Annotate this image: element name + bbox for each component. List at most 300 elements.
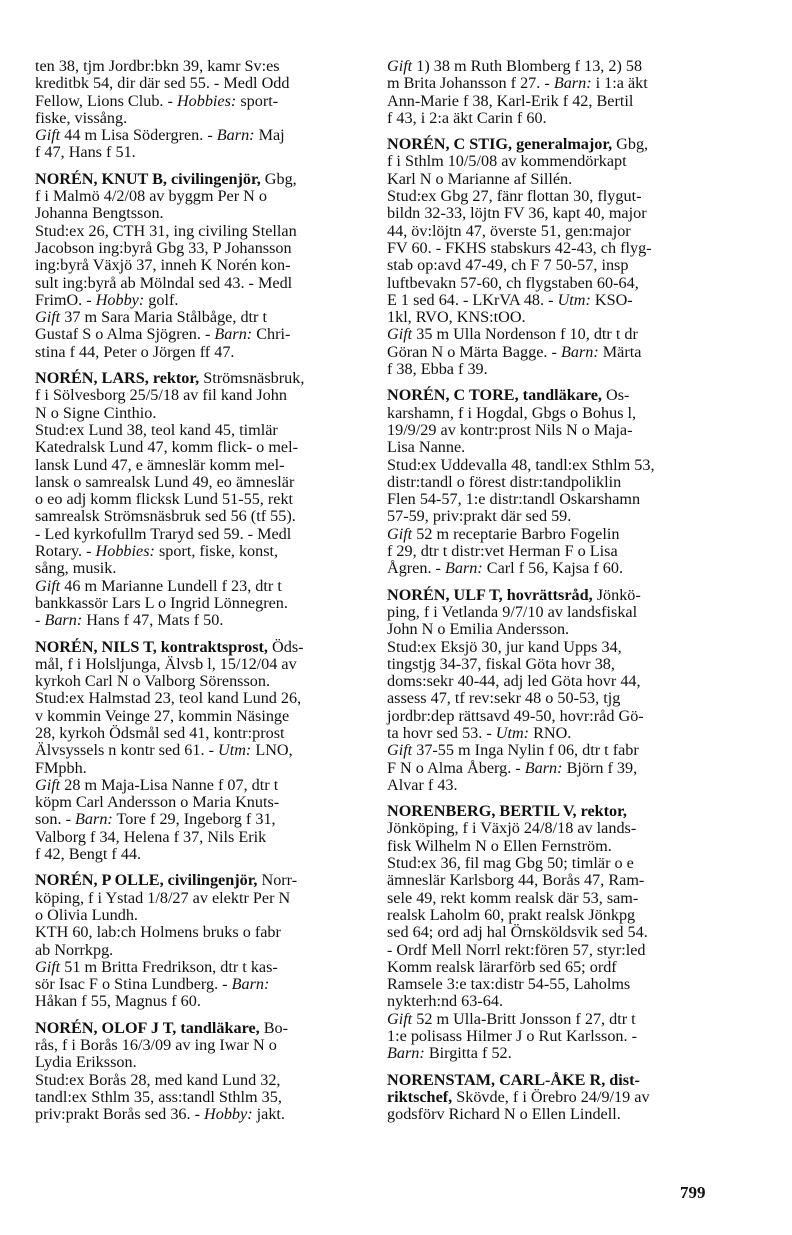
- field-label: Barn:: [75, 810, 113, 829]
- entry-line: [35, 58, 362, 75]
- entry-line: [387, 309, 714, 326]
- field-label: Gift: [387, 741, 413, 760]
- entry-heading-text: NORÉN, P OLLE, civilingenjör,: [35, 871, 258, 890]
- entry-line: [387, 188, 714, 205]
- entry-line: [387, 1089, 714, 1106]
- entry-line: [387, 907, 714, 924]
- entry-line: [35, 811, 362, 828]
- entry-line: [35, 794, 362, 811]
- entry-line: [35, 1089, 362, 1106]
- entry-heading-text: NORÉN, KNUT B, civilingenjör,: [35, 169, 261, 188]
- entry-text: nykterh:nd 63-64.: [387, 992, 503, 1011]
- entry-text: Maj: [254, 126, 285, 145]
- entry-line: [35, 127, 362, 144]
- entry-text: Bo-: [259, 1018, 289, 1037]
- entry-text: ta hovr sed 53. -: [387, 723, 496, 742]
- entry-text: RNO.: [529, 723, 572, 742]
- entry-text: stab op:avd 47-49, ch F 7 50-57, insp: [387, 256, 629, 275]
- entry-text: Birgitta f 52.: [424, 1044, 512, 1063]
- entry-text: 28 m Maja-Lisa Nanne f 07, dtr t: [60, 775, 279, 794]
- field-label: Hobbies:: [176, 91, 237, 110]
- biography-entry: [35, 639, 362, 864]
- entry-line: [35, 223, 362, 240]
- field-label: Utm:: [218, 741, 252, 760]
- entry-text: 28, kyrkoh Ödsmål sed 41, kontr:prost: [35, 723, 285, 742]
- biography-entry: [35, 872, 362, 1010]
- entry-text: 1kl, RVO, KNS:tOO.: [387, 308, 526, 327]
- entry-text: 35 m Ulla Nordenson f 10, dtr t dr: [412, 325, 638, 344]
- entry-line: [387, 656, 714, 673]
- entry-line: [387, 344, 714, 361]
- entry-text: - Ordf Mell Norrl rekt:fören 57, styr:led: [387, 940, 646, 959]
- entry-text: fiske, vissång.: [35, 108, 128, 127]
- entry-heading-text: NORENSTAM, CARL-ÅKE R, dist-: [387, 1070, 640, 1089]
- entry-line: [387, 959, 714, 976]
- entry-text: golf.: [144, 290, 179, 309]
- entry-text: f 43, i 2:a äkt Carin f 60.: [387, 108, 547, 127]
- entry-text: Stud:ex Lund 38, teol kand 45, timlär: [35, 420, 278, 439]
- entry-text: f 38, Ebba f 39.: [387, 360, 488, 379]
- entry-text: tingstjg 34-37, fiskal Göta hovr 38,: [387, 654, 615, 673]
- entry-text: 44, öv:löjtn 47, överste 51, gen:major: [387, 221, 631, 240]
- entry-line: [387, 387, 714, 404]
- entry-line: [35, 690, 362, 707]
- field-label: Barn:: [214, 325, 253, 344]
- entry-line: [387, 326, 714, 343]
- entry-text: Lisa Nanne.: [387, 438, 466, 457]
- entry-text: Jönköping, f i Växjö 24/8/18 av lands-: [387, 819, 637, 838]
- entry-line: [35, 612, 362, 629]
- field-label: Utm:: [495, 723, 530, 742]
- entry-line: [35, 370, 362, 387]
- left-column: [35, 58, 362, 1133]
- entry-line: [387, 742, 714, 759]
- entry-line: [35, 205, 362, 222]
- entry-line: [35, 846, 362, 863]
- entry-text: kreditbk 54, dir där sed 55. - Medl Odd: [35, 74, 290, 93]
- entry-line: [387, 405, 714, 422]
- biography-entry: [35, 370, 362, 629]
- entry-heading-text: NORÉN, OLOF J T, tandläkare,: [35, 1018, 260, 1037]
- entry-text: Norr-: [257, 871, 298, 890]
- entry-line: [387, 872, 714, 889]
- entry-line: [35, 1054, 362, 1071]
- entry-line: [35, 742, 362, 759]
- biography-entry: [387, 136, 714, 378]
- entry-line: [35, 760, 362, 777]
- entry-line: [387, 543, 714, 560]
- entry-text: Rotary. -: [35, 542, 96, 561]
- entry-text: Lydia Eriksson.: [35, 1053, 137, 1072]
- entry-line: [35, 543, 362, 560]
- entry-line: [387, 257, 714, 274]
- field-label: Barn:: [231, 975, 270, 994]
- entry-line: [387, 292, 714, 309]
- entry-line: [387, 508, 714, 525]
- entry-text: assess 47, tf rev:sekr 48 o 50-53, tjg: [387, 689, 621, 708]
- entry-line: [35, 829, 362, 846]
- entry-line: [387, 1045, 714, 1062]
- entry-text: sport, fiske, konst,: [154, 542, 279, 561]
- entry-line: [35, 872, 362, 889]
- entry-line: [387, 491, 714, 508]
- entry-line: [387, 171, 714, 188]
- entry-text: o eo adj komm flicksk Lund 51-55, rekt: [35, 490, 294, 509]
- entry-text: luftbevakn 57-60, ch flygstaben 60-64,: [387, 273, 639, 292]
- entry-heading-text: NORÉN, C TORE, tandläkare,: [387, 386, 602, 405]
- entry-line: [35, 491, 362, 508]
- entry-text: 51 m Britta Fredrikson, dtr t kas-: [60, 957, 278, 976]
- entry-text: Flen 54-57, 1:e distr:tandl Oskarshamn: [387, 490, 641, 509]
- entry-continuation: [35, 58, 362, 162]
- field-label: Utm:: [557, 290, 591, 309]
- entry-line: [35, 326, 362, 343]
- entry-line: [35, 673, 362, 690]
- entry-text: Jacobson ing:byrå Gbg 33, P Johansson: [35, 238, 292, 257]
- entry-text: Carl f 56, Kajsa f 60.: [482, 559, 624, 578]
- entry-text: kyrkoh Carl N o Valborg Sörensson.: [35, 672, 271, 691]
- entry-line: [387, 942, 714, 959]
- entry-text: sele 49, rekt komm realsk där 53, sam-: [387, 888, 639, 907]
- entry-text: E 1 sed 64. - LKrVA 48. -: [387, 290, 558, 309]
- entry-line: [387, 58, 714, 75]
- entry-line: [35, 1106, 362, 1123]
- entry-text: Stud:ex Borås 28, med kand Lund 32,: [35, 1070, 281, 1089]
- field-label: Gift: [387, 1009, 413, 1028]
- entry-text: ing:byrå Växjö 37, inneh K Norén kon-: [35, 256, 291, 275]
- entry-line: [35, 959, 362, 976]
- entry-line: [387, 587, 714, 604]
- entry-text: ab Norrkpg.: [35, 940, 114, 959]
- entry-text: realsk Laholm 60, prakt realsk Jönkpg: [387, 905, 636, 924]
- entry-line: [387, 1011, 714, 1028]
- entry-text: tandl:ex Sthlm 35, ass:tandl Sthlm 35,: [35, 1087, 282, 1106]
- entry-text: köping, f i Ystad 1/8/27 av elektr Per N: [35, 888, 291, 907]
- entry-line: [387, 673, 714, 690]
- entry-text: jakt.: [252, 1105, 285, 1124]
- entry-line: [35, 309, 362, 326]
- entry-text: Jönkö-: [592, 585, 641, 604]
- entry-line: [387, 526, 714, 543]
- entry-text: köpm Carl Andersson o Maria Knuts-: [35, 793, 280, 812]
- entry-line: [35, 457, 362, 474]
- entry-line: [35, 924, 362, 941]
- entry-text: Stud:ex 26, CTH 31, ing civiling Stellan: [35, 221, 297, 240]
- entry-line: [35, 777, 362, 794]
- field-label: Barn:: [444, 559, 483, 578]
- entry-text: jordbr:dep rättsavd 49-50, hovr:råd Gö-: [387, 706, 644, 725]
- entry-text: karshamn, f i Hogdal, Gbgs o Bohus l,: [387, 403, 637, 422]
- entry-text: Älvsyssels n kontr sed 61. -: [35, 741, 219, 760]
- entry-text: Gustaf S o Alma Sjögren. -: [35, 325, 215, 344]
- entry-text: samrealsk Strömsnäsbruk sed 56 (tf 55).: [35, 507, 296, 526]
- entry-line: [387, 976, 714, 993]
- entry-text: Björn f 39,: [562, 758, 638, 777]
- field-label: Gift: [387, 57, 413, 75]
- entry-text: FV 60. - FKHS stabskurs 42-43, ch flyg-: [387, 238, 652, 257]
- page-number: 799: [680, 1183, 706, 1202]
- entry-line: [35, 257, 362, 274]
- entry-text: F N o Alma Åberg. -: [387, 758, 525, 777]
- entry-text: Stud:ex Uddevalla 48, tandl:ex Sthlm 53,: [387, 455, 655, 474]
- entry-text: Skövde, f i Örebro 24/9/19 av: [452, 1087, 650, 1106]
- entry-line: [387, 1106, 714, 1123]
- entry-text: Chri-: [252, 325, 291, 344]
- entry-line: [387, 760, 714, 777]
- entry-text: f 47, Hans f 51.: [35, 143, 136, 162]
- entry-line: [387, 560, 714, 577]
- entry-line: [35, 344, 362, 361]
- entry-text: f i Sthlm 10/5/08 av kommendörkapt: [387, 152, 627, 171]
- entry-text: FMpbh.: [35, 758, 87, 777]
- entry-text: 1:e polisass Hilmer J o Rut Karlsson. -: [387, 1027, 637, 1046]
- entry-line: [35, 240, 362, 257]
- field-label: Barn:: [524, 758, 563, 777]
- entry-line: [35, 725, 362, 742]
- entry-line: [387, 153, 714, 170]
- entry-line: [387, 223, 714, 240]
- entry-text: Fellow, Lions Club. -: [35, 91, 177, 110]
- entry-line: [387, 820, 714, 837]
- entry-text: v kommin Veinge 27, kommin Näsinge: [35, 706, 290, 725]
- entry-text: Valborg f 34, Helena f 37, Nils Erik: [35, 827, 267, 846]
- entry-line: [35, 890, 362, 907]
- entry-text: Gbg,: [612, 135, 649, 154]
- entry-line: [35, 907, 362, 924]
- entry-text: KSO-: [590, 290, 633, 309]
- entry-line: [387, 777, 714, 794]
- entry-text: mål, f i Holsljunga, Älvsb l, 15/12/04 av: [35, 654, 297, 673]
- entry-line: [387, 136, 714, 153]
- entry-text: godsförv Richard N o Ellen Lindell.: [387, 1105, 621, 1124]
- entry-text: Stud:ex Eksjö 30, jur kand Upps 34,: [387, 637, 622, 656]
- entry-line: [387, 725, 714, 742]
- entry-text: f i Sölvesborg 25/5/18 av fil kand John: [35, 386, 287, 405]
- entry-text: 52 m receptarie Barbro Fogelin: [412, 524, 620, 543]
- entry-line: [387, 474, 714, 491]
- entry-line: [35, 474, 362, 491]
- entry-text: sed 64; ord adj hal Örnsköldsvik sed 54.: [387, 923, 648, 942]
- entry-line: [35, 942, 362, 959]
- entry-line: [35, 439, 362, 456]
- entry-text: LNO,: [251, 741, 293, 760]
- entry-text: distr:tandl o förest distr:tandpoliklin: [387, 472, 622, 491]
- biography-entry: [387, 803, 714, 1062]
- entry-line: [35, 292, 362, 309]
- entry-heading-text: NORÉN, LARS, rektor,: [35, 369, 200, 388]
- field-label: Gift: [35, 957, 61, 976]
- entry-text: 1) 38 m Ruth Blomberg f 13, 2) 58: [412, 57, 643, 75]
- field-label: Barn:: [387, 1044, 425, 1063]
- entry-text: ämneslär Karlsborg 44, Borås 47, Ram-: [387, 871, 645, 890]
- field-label: Hobby:: [95, 290, 145, 309]
- entry-text: doms:sekr 40-44, adj led Göta hovr 44,: [387, 672, 641, 691]
- biography-entry: [387, 1072, 714, 1124]
- entry-text: 57-59, priv:prakt där sed 59.: [387, 507, 572, 526]
- entry-text: sör Isac F o Stina Lundberg. -: [35, 975, 232, 994]
- entry-heading-text: riktschef,: [387, 1087, 453, 1106]
- entry-text: rås, f i Borås 16/3/09 av ing Iwar N o: [35, 1036, 277, 1055]
- entry-line: [387, 993, 714, 1010]
- entry-text: o Olivia Lundh.: [35, 905, 138, 924]
- entry-text: Johanna Bengtsson.: [35, 204, 164, 223]
- biography-entry: [35, 1020, 362, 1124]
- field-label: Gift: [35, 308, 61, 327]
- entry-line: [35, 387, 362, 404]
- entry-text: Katedralsk Lund 47, komm flick- o mel-: [35, 438, 298, 457]
- entry-line: [387, 924, 714, 941]
- biography-entry: [387, 387, 714, 577]
- entry-line: [387, 93, 714, 110]
- entry-line: [387, 838, 714, 855]
- entry-text: ping, f i Vetlanda 9/7/10 av landsfiskal: [387, 602, 638, 621]
- entry-text: ten 38, tjm Jordbr:bkn 39, kamr Sv:es: [35, 57, 280, 75]
- entry-text: - Led kyrkofullm Traryd sed 59. - Medl: [35, 524, 292, 543]
- entry-text: Tore f 29, Ingeborg f 31,: [112, 810, 276, 829]
- entry-line: [35, 993, 362, 1010]
- entry-line: [35, 656, 362, 673]
- entry-text: Göran N o Märta Bagge. -: [387, 342, 561, 361]
- entry-line: [387, 110, 714, 127]
- entry-text: Hans f 47, Mats f 50.: [82, 611, 224, 630]
- entry-line: [387, 639, 714, 656]
- field-label: Hobbies:: [95, 542, 155, 561]
- entry-line: [35, 1020, 362, 1037]
- entry-line: [387, 708, 714, 725]
- entry-line: [387, 803, 714, 820]
- entry-line: [35, 144, 362, 161]
- entry-text: 46 m Marianne Lundell f 23, dtr t: [60, 576, 282, 595]
- entry-line: [35, 1072, 362, 1089]
- entry-line: [35, 976, 362, 993]
- entry-text: bildn 32-33, löjtn FV 36, kapt 40, major: [387, 204, 647, 223]
- entry-text: John N o Emilia Andersson.: [387, 620, 570, 639]
- entry-text: son. -: [35, 810, 76, 829]
- entry-text: lansk Lund 47, e ämneslär komm mel-: [35, 455, 285, 474]
- entry-line: [387, 422, 714, 439]
- entry-text: f i Malmö 4/2/08 av byggm Per N o: [35, 187, 267, 206]
- entry-line: [387, 604, 714, 621]
- entry-text: Stud:ex Gbg 27, fänr flottan 30, flygut-: [387, 187, 642, 206]
- entry-line: [35, 275, 362, 292]
- entry-line: [387, 205, 714, 222]
- entry-heading-text: NORÉN, ULF T, hovrättsråd,: [387, 585, 593, 604]
- right-column: [387, 58, 714, 1133]
- entry-line: [387, 1028, 714, 1045]
- entry-text: Öds-: [267, 637, 304, 656]
- entry-line: [387, 275, 714, 292]
- entry-line: [35, 560, 362, 577]
- entry-text: i 1:a äkt: [591, 74, 648, 93]
- entry-text: stina f 44, Peter o Jörgen ff 47.: [35, 342, 235, 361]
- entry-text: Ann-Marie f 38, Karl-Erik f 42, Bertil: [387, 91, 634, 110]
- entry-text: 44 m Lisa Södergren. -: [60, 126, 217, 145]
- entry-text: N o Signe Cinthio.: [35, 403, 157, 422]
- field-label: Barn:: [216, 126, 255, 145]
- entry-line: [387, 890, 714, 907]
- entry-text: Ramsele 3:e tax:distr 54-55, Laholms: [387, 975, 631, 994]
- entry-text: sult ing:byrå ab Mölndal sed 43. - Medl: [35, 273, 293, 292]
- entry-text: 52 m Ulla-Britt Jonsson f 27, dtr t: [412, 1009, 636, 1028]
- entry-text: -: [35, 611, 45, 630]
- entry-line: [35, 639, 362, 656]
- entry-text: Os-: [601, 386, 630, 405]
- entry-text: Stud:ex 36, fil mag Gbg 50; timlär o e: [387, 854, 634, 873]
- entry-text: Märta: [598, 342, 642, 361]
- field-label: Gift: [387, 524, 413, 543]
- entry-line: [387, 75, 714, 92]
- entry-text: sång, musik.: [35, 559, 117, 578]
- field-label: Gift: [387, 325, 413, 344]
- entry-text: Håkan f 55, Magnus f 60.: [35, 992, 201, 1011]
- entry-line: [387, 457, 714, 474]
- entry-line: [35, 1037, 362, 1054]
- entry-text: fisk Wilhelm N o Ellen Fernström.: [387, 836, 612, 855]
- entry-text: sport-: [236, 91, 279, 110]
- entry-continuation: [387, 58, 714, 127]
- entry-text: Stud:ex Halmstad 23, teol kand Lund 26,: [35, 689, 302, 708]
- entry-text: 37-55 m Inga Nylin f 06, dtr t fabr: [412, 741, 639, 760]
- entry-line: [35, 110, 362, 127]
- entry-text: bankkassör Lars L o Ingrid Lönnegren.: [35, 593, 288, 612]
- entry-text: f 42, Bengt f 44.: [35, 845, 142, 864]
- field-label: Barn:: [560, 342, 599, 361]
- entry-line: [35, 526, 362, 543]
- entry-text: Alvar f 43.: [387, 775, 458, 794]
- entry-heading-text: NORÉN, NILS T, kontraktsprost,: [35, 637, 268, 656]
- entry-line: [35, 75, 362, 92]
- entry-text: m Brita Johansson f 27. -: [387, 74, 554, 93]
- entry-text: Ågren. -: [387, 559, 445, 578]
- entry-line: [35, 188, 362, 205]
- field-label: Barn:: [553, 74, 592, 93]
- field-label: Gift: [35, 126, 61, 145]
- field-label: Gift: [35, 775, 61, 794]
- entry-text: 19/9/29 av kontr:prost Nils N o Maja-: [387, 420, 633, 439]
- entry-text: Strömsnäsbruk,: [199, 369, 305, 388]
- entry-line: [35, 578, 362, 595]
- entry-text: 37 m Sara Maria Stålbåge, dtr t: [60, 308, 267, 327]
- biography-entry: [35, 171, 362, 361]
- entry-text: Komm realsk lärarförb sed 65; ordf: [387, 957, 617, 976]
- entry-line: [387, 439, 714, 456]
- biography-entry: [387, 587, 714, 795]
- entry-line: [387, 621, 714, 638]
- entry-line: [35, 405, 362, 422]
- entry-line: [387, 690, 714, 707]
- entry-text: Gbg,: [260, 169, 297, 188]
- entry-line: [387, 361, 714, 378]
- entry-heading-text: NORÉN, C STIG, generalmajor,: [387, 135, 613, 154]
- entry-line: [387, 240, 714, 257]
- entry-text: lansk o samrealsk Lund 49, eo ämneslär: [35, 472, 295, 491]
- entry-line: [35, 422, 362, 439]
- entry-text: f 29, dtr t distr:vet Herman F o Lisa: [387, 542, 618, 561]
- entry-text: KTH 60, lab:ch Holmens bruks o fabr: [35, 923, 281, 942]
- entry-line: [35, 595, 362, 612]
- entry-line: [35, 708, 362, 725]
- entry-line: [35, 171, 362, 188]
- entry-heading-text: NORENBERG, BERTIL V, rektor,: [387, 802, 627, 821]
- field-label: Gift: [35, 576, 61, 595]
- entry-line: [387, 855, 714, 872]
- entry-line: [35, 93, 362, 110]
- entry-text: FrimO. -: [35, 290, 96, 309]
- entry-line: [35, 508, 362, 525]
- field-label: Hobby:: [204, 1105, 253, 1124]
- entry-text: priv:prakt Borås sed 36. -: [35, 1105, 205, 1124]
- field-label: Barn:: [44, 611, 83, 630]
